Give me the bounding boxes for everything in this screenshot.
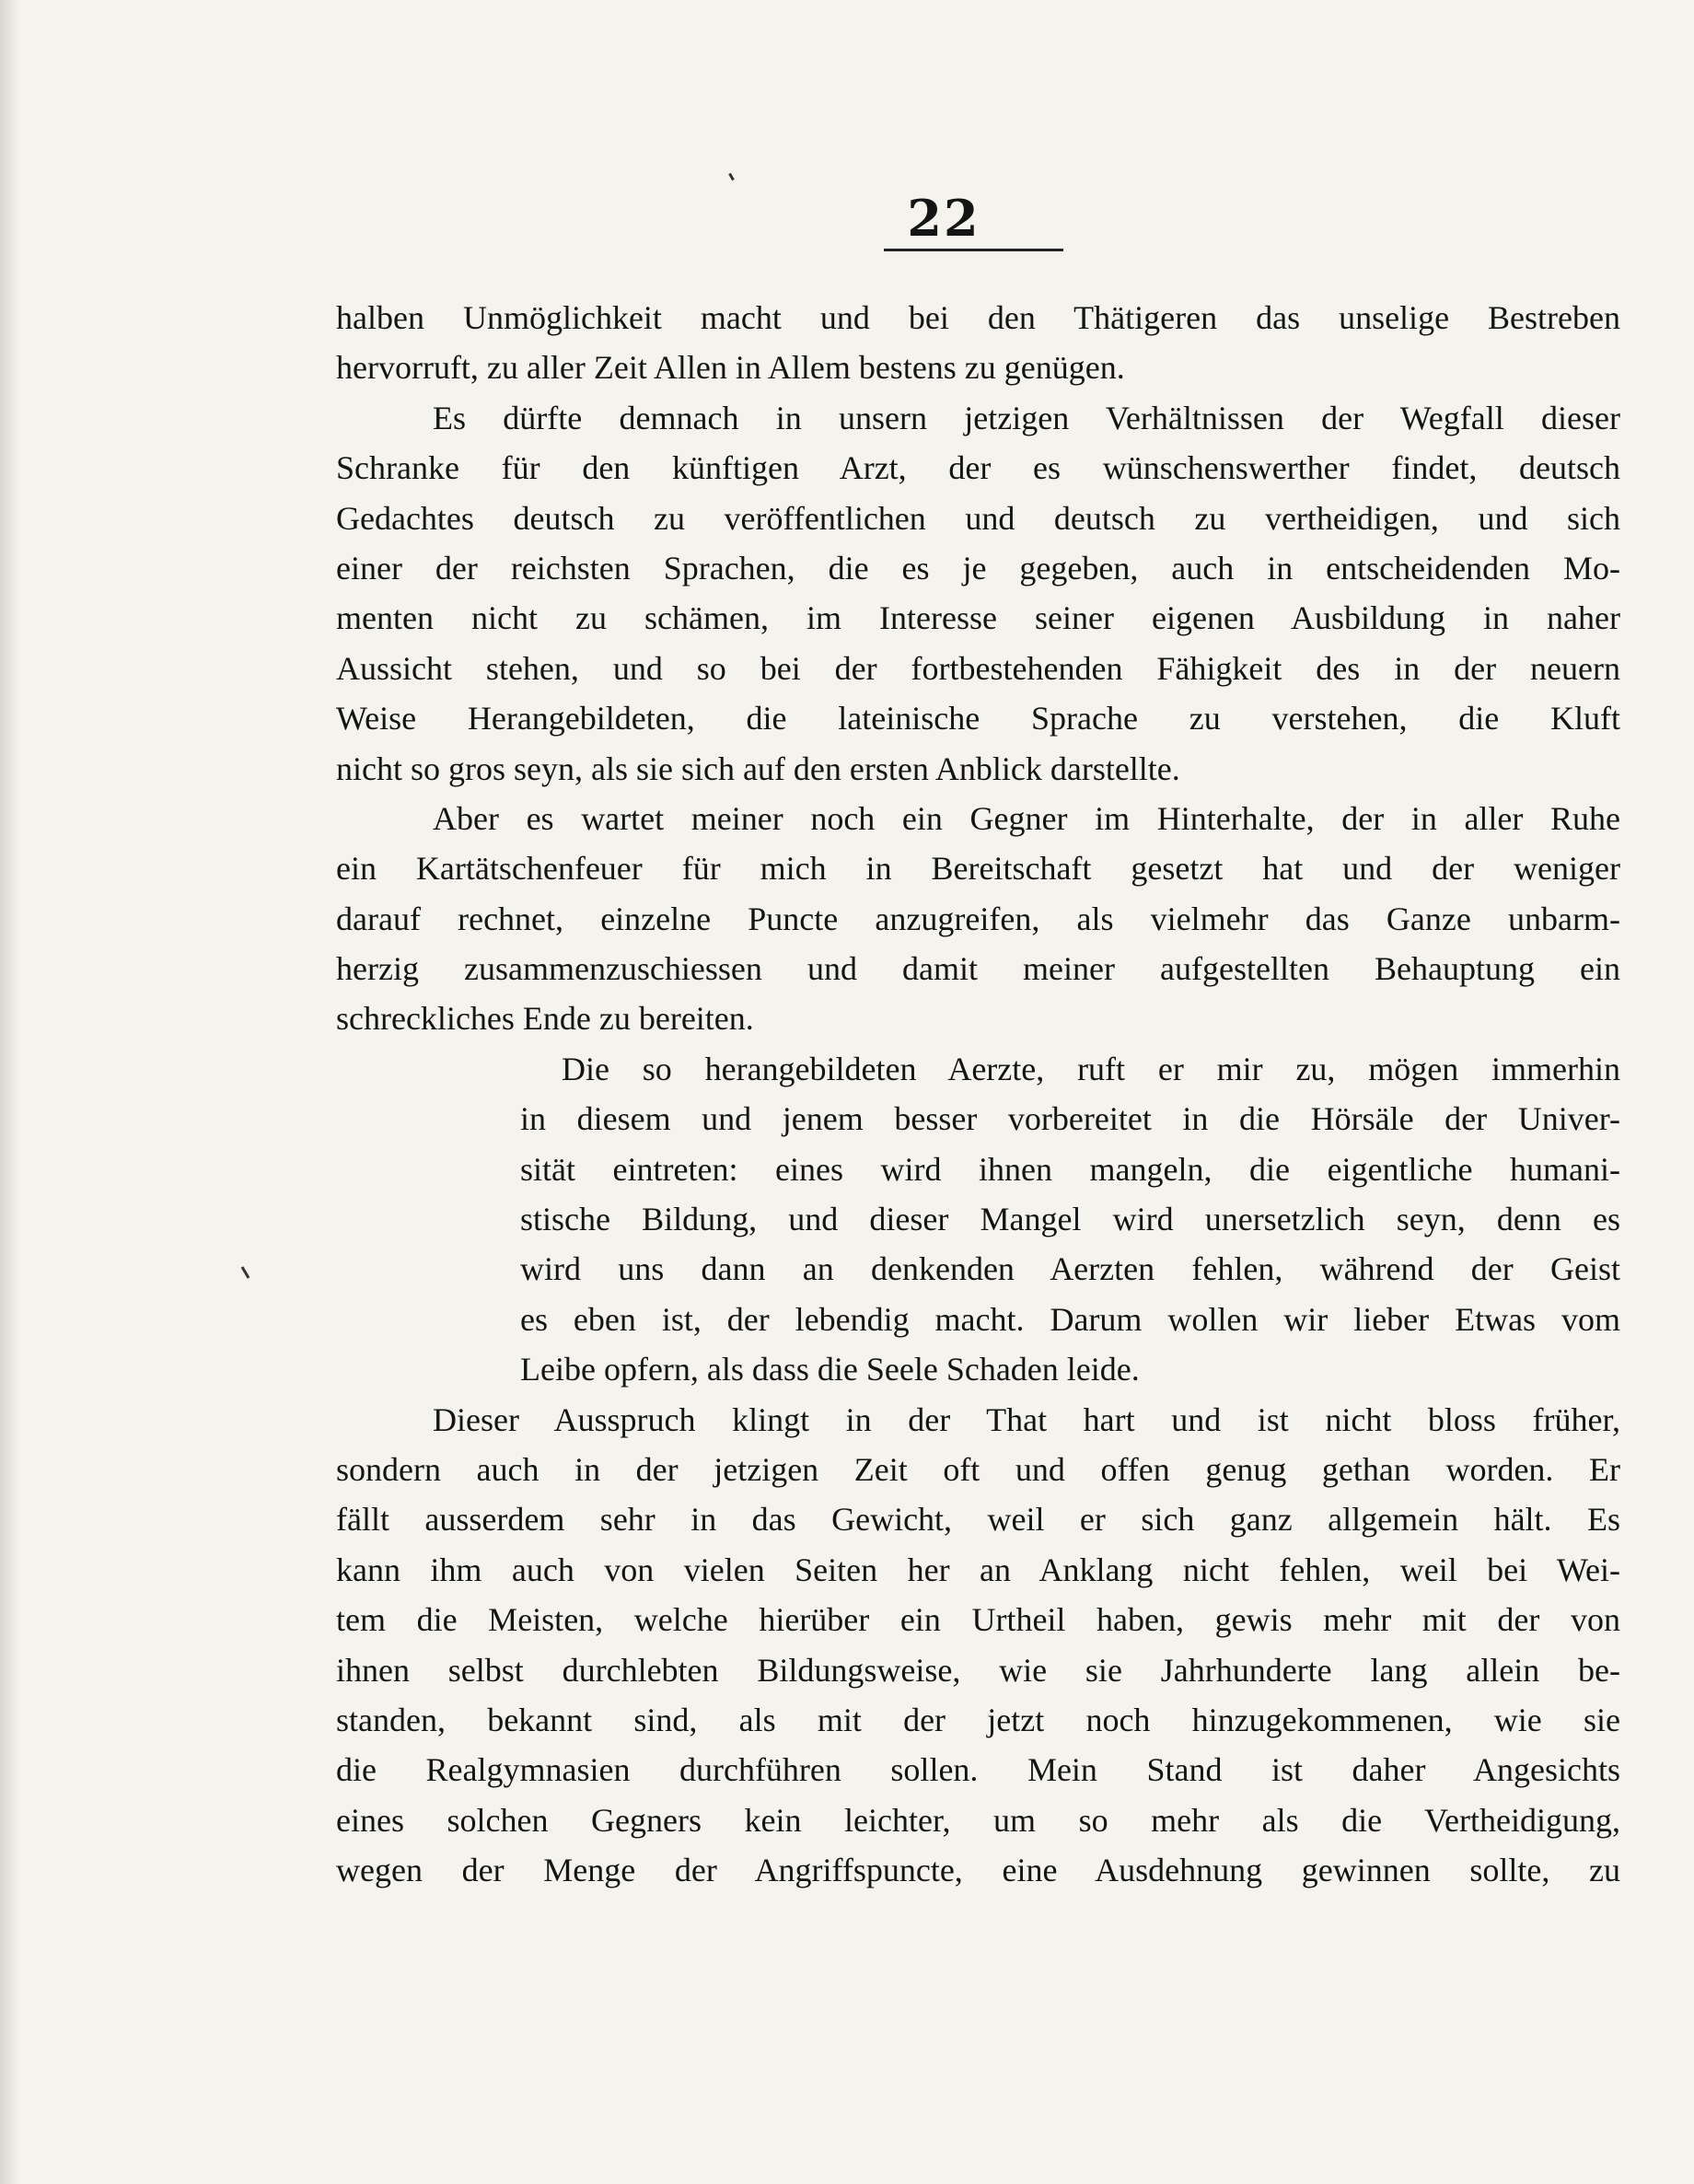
quote-line: stische Bildung, und dieser Mangel wird unersetzlich seyn, denn es [520, 1201, 1620, 1238]
text-line: Weise Herangebildeten, die lateinische Sprache zu verstehen, die Kluft [336, 700, 1620, 738]
text-line: Aussicht stehen, und so bei der fortbestehenden Fähigkeit des in der neuern [336, 649, 1620, 687]
text-line: menten nicht zu schämen, im Interesse seiner eigenen Ausbildung in naher [336, 599, 1620, 637]
text-line: ein Kartätschenfeuer für mich in Bereitschaft gesetzt hat und der weniger [336, 850, 1620, 888]
text-line: die Realgymnasien durchführen sollen. Mein Stand ist daher Angesichts [336, 1751, 1620, 1789]
text-line: Dieser Ausspruch klingt in der That hart und ist nicht bloss früher, [433, 1400, 1620, 1438]
text-line: eines solchen Gegners kein leichter, um so mehr als die Vertheidigung, [336, 1801, 1620, 1839]
text-line: Aber es wartet meiner noch ein Gegner im Hinterhalte, der in aller Ruhe [433, 799, 1620, 837]
text-line: Schranke für den künftigen Arzt, der es wünschenswerther findet, deutsch [336, 449, 1620, 487]
margin-speck [241, 1266, 250, 1279]
quote-line: Die so herangebildeten Aerzte, ruft er mir zu, mögen immerhin [562, 1050, 1620, 1087]
margin-speck [728, 173, 735, 180]
text-line: nicht so gros seyn, als sie sich auf den ersten Anblick darstellte. [336, 749, 1180, 787]
quote-line: Leibe opfern, als dass die Seele Schaden leide. [520, 1351, 1140, 1388]
header-rule [884, 249, 1063, 251]
page-edge-shadow [0, 0, 20, 2184]
text-line: darauf rechnet, einzelne Puncte anzugreifen, als vielmehr das Ganze unbarm- [336, 900, 1620, 937]
text-line: standen, bekannt sind, als mit der jetzt noch hinzugekommenen, wie sie [336, 1701, 1620, 1738]
page-number: 22 [907, 189, 980, 248]
text-line: sondern auch in der jetzigen Zeit oft und offen genug gethan worden. Er [336, 1450, 1620, 1488]
text-line: Gedachtes deutsch zu veröffentlichen und deutsch zu vertheidigen, und sich [336, 499, 1620, 537]
quote-line: wird uns dann an denkenden Aerzten fehlen, während der Geist [520, 1250, 1620, 1288]
quote-line: es eben ist, der lebendig macht. Darum wollen wir lieber Etwas vom [520, 1300, 1620, 1338]
text-line: wegen der Menge der Angriffspuncte, eine Ausdehnung gewinnen sollte, zu [336, 1852, 1620, 1889]
text-line: einer der reichsten Sprachen, die es je gegeben, auch in entscheidenden Mo- [336, 549, 1620, 587]
text-line: kann ihm auch von vielen Seiten her an Anklang nicht fehlen, weil bei Wei- [336, 1551, 1620, 1588]
text-line: Es dürfte demnach in unsern jetzigen Verhältnissen der Wegfall dieser [433, 399, 1620, 436]
text-line: schreckliches Ende zu bereiten. [336, 1000, 754, 1038]
page-header [0, 189, 1694, 248]
text-line: ihnen selbst durchlebten Bildungsweise, wie sie Jahrhunderte lang allein be- [336, 1651, 1620, 1689]
text-line: herzig zusammenzuschiessen und damit meiner aufgestellten Behauptung ein [336, 950, 1620, 988]
text-line: fällt ausserdem sehr in das Gewicht, weil er sich ganz allgemein hält. Es [336, 1501, 1620, 1539]
text-line: hervorruft, zu aller Zeit Allen in Allem bestens zu genügen. [336, 349, 1125, 387]
quote-line: in diesem und jenem besser vorbereitet in die Hörsäle der Univer- [520, 1100, 1620, 1138]
body-text [336, 293, 1620, 1896]
quote-line: sität eintreten: eines wird ihnen mangeln, die eigentliche humani- [520, 1150, 1620, 1188]
text-line: halben Unmöglichkeit macht und bei den Thätigeren das unselige Bestreben [336, 299, 1620, 336]
text-line: tem die Meisten, welche hierüber ein Urtheil haben, gewis mehr mit der von [336, 1601, 1620, 1639]
